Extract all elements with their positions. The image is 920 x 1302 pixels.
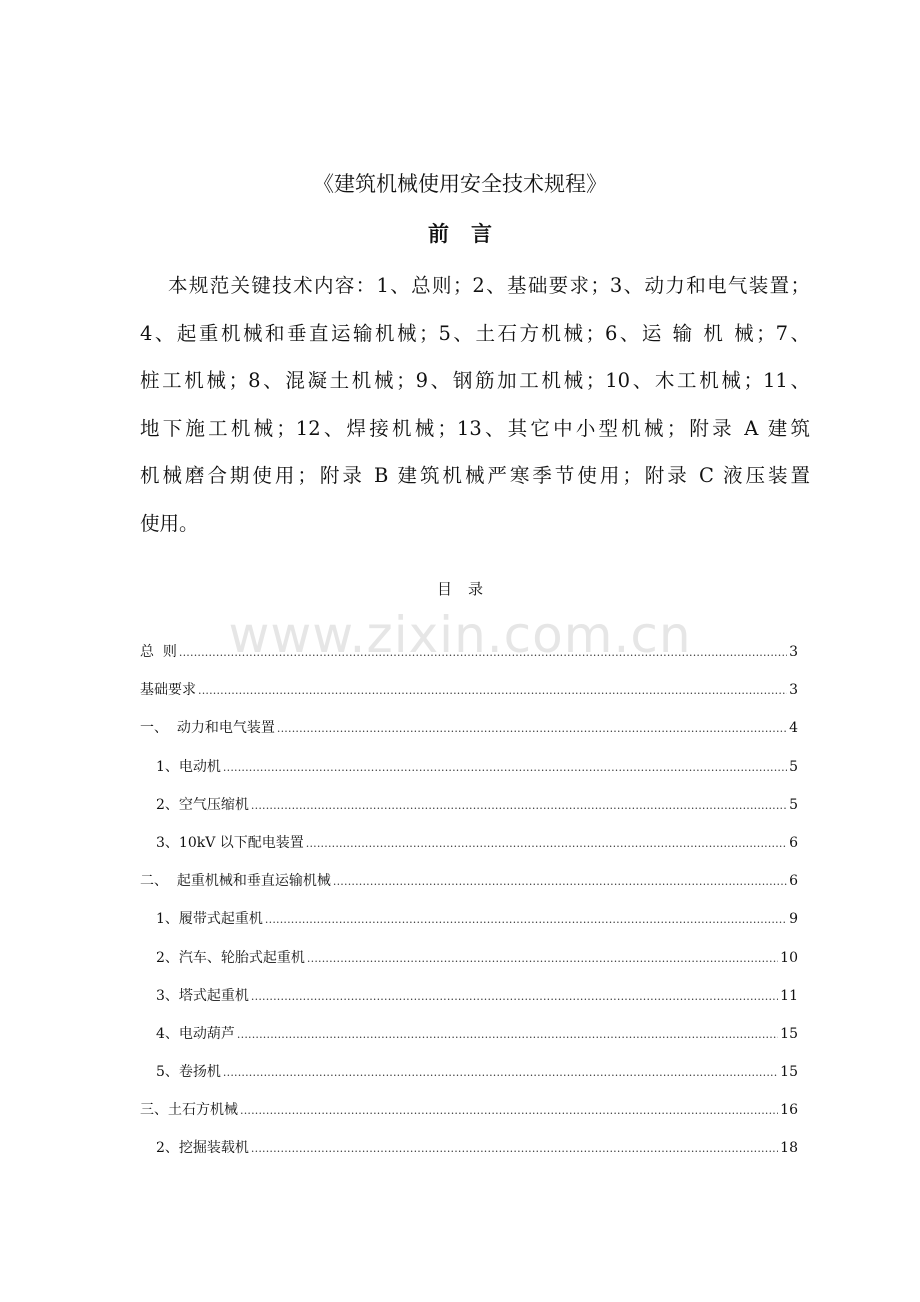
toc-entry-truck-crane[interactable] xyxy=(140,946,798,984)
toc-entry-page: 3 xyxy=(789,682,798,699)
toc-entry-page: 18 xyxy=(780,1140,798,1157)
preface-line: 本规范关键技术内容：1、总则；2、基础要求；3、动力和电气装置； xyxy=(168,274,810,297)
toc-entry-general[interactable] xyxy=(140,640,798,678)
toc-entry-label: 二、 起重机械和垂直运输机械 xyxy=(140,873,331,890)
toc-leader-dots xyxy=(223,1060,778,1085)
toc-entry-label: 1、电动机 xyxy=(156,758,221,775)
preface-heading: 前言 xyxy=(428,221,514,246)
toc-leader-dots xyxy=(306,831,787,856)
toc-entry-page: 16 xyxy=(780,1102,798,1119)
toc-leader-dots xyxy=(179,640,787,665)
preface-paragraph xyxy=(140,262,810,548)
toc-entry-page: 5 xyxy=(789,796,798,813)
toc-heading: 目录 xyxy=(436,580,499,598)
toc-entry-basic-requirements[interactable] xyxy=(140,678,798,716)
preface-line: 4、起重机械和垂直运输机械；5、土石方机械；6、运 输 机 械；7、 xyxy=(140,321,810,345)
toc-entry-page: 5 xyxy=(789,758,798,775)
toc-entry-power-electrical[interactable] xyxy=(140,716,798,754)
toc-entry-label: 5、卷扬机 xyxy=(156,1064,221,1081)
toc-entry-tower-crane[interactable] xyxy=(140,984,798,1022)
toc-entry-label: 2、汽车、轮胎式起重机 xyxy=(156,949,305,966)
toc-entry-label: 3、10kV 以下配电装置 xyxy=(156,834,304,851)
toc-entry-page: 10 xyxy=(780,949,798,966)
toc-leader-dots xyxy=(198,678,787,703)
toc-entry-electric-hoist[interactable] xyxy=(140,1022,798,1060)
toc-entry-backhoe-loader[interactable] xyxy=(140,1136,798,1174)
toc-leader-dots xyxy=(333,869,787,894)
toc-entry-label: 4、电动葫芦 xyxy=(156,1025,235,1042)
preface-line: 桩工机械；8、混凝土机械；9、钢筋加工机械；10、木工机械；11、 xyxy=(140,369,810,393)
toc-entry-label: 2、空气压缩机 xyxy=(156,796,249,813)
toc-entry-page: 11 xyxy=(780,987,798,1004)
toc-entry-label: 1、履带式起重机 xyxy=(156,911,263,928)
toc-entry-label: 2、挖掘装载机 xyxy=(156,1140,249,1157)
toc-entry-lifting-machinery[interactable] xyxy=(140,869,798,907)
toc-entry-label: 基础要求 xyxy=(140,682,196,699)
toc-entry-label: 一、 动力和电气装置 xyxy=(140,720,275,737)
toc-entry-page: 4 xyxy=(789,720,798,737)
toc-leader-dots xyxy=(251,1136,778,1161)
watermark: www.zixin.com.cn xyxy=(228,606,692,664)
toc-leader-dots xyxy=(251,793,787,818)
toc-entry-earthwork-machinery[interactable] xyxy=(140,1098,798,1136)
toc-entry-crawler-crane[interactable] xyxy=(140,907,798,945)
toc-entry-label: 总 则 xyxy=(140,644,177,660)
toc-leader-dots xyxy=(277,716,787,741)
toc-entry-winch[interactable] xyxy=(140,1060,798,1098)
toc-entry-page: 6 xyxy=(789,834,798,851)
preface-line: 使用。 xyxy=(140,511,199,535)
toc-leader-dots xyxy=(237,1022,778,1047)
toc-entry-motor[interactable] xyxy=(140,755,798,793)
toc-entry-label: 三、土石方机械 xyxy=(140,1102,238,1119)
toc-entry-page: 6 xyxy=(789,873,798,890)
toc-entry-page: 3 xyxy=(789,644,798,660)
toc-leader-dots xyxy=(240,1098,778,1123)
preface-line: 机械磨合期使用；附录 B 建筑机械严寒季节使用；附录 C 液压装置 xyxy=(140,464,810,488)
toc-entry-page: 15 xyxy=(780,1025,798,1042)
toc-entry-air-compressor[interactable] xyxy=(140,793,798,831)
table-of-contents xyxy=(140,640,798,1175)
toc-leader-dots xyxy=(307,946,778,971)
toc-leader-dots xyxy=(251,984,778,1009)
document-title: 《建筑机械使用安全技术规程》 xyxy=(313,172,607,196)
toc-entry-label: 3、塔式起重机 xyxy=(156,987,249,1004)
toc-entry-page: 15 xyxy=(780,1064,798,1081)
toc-leader-dots xyxy=(223,755,787,780)
toc-entry-distribution-device[interactable] xyxy=(140,831,798,869)
toc-leader-dots xyxy=(265,907,787,932)
preface-line: 地下施工机械；12、焊接机械；13、其它中小型机械；附录 A 建筑 xyxy=(140,416,810,440)
toc-entry-page: 9 xyxy=(789,911,798,928)
